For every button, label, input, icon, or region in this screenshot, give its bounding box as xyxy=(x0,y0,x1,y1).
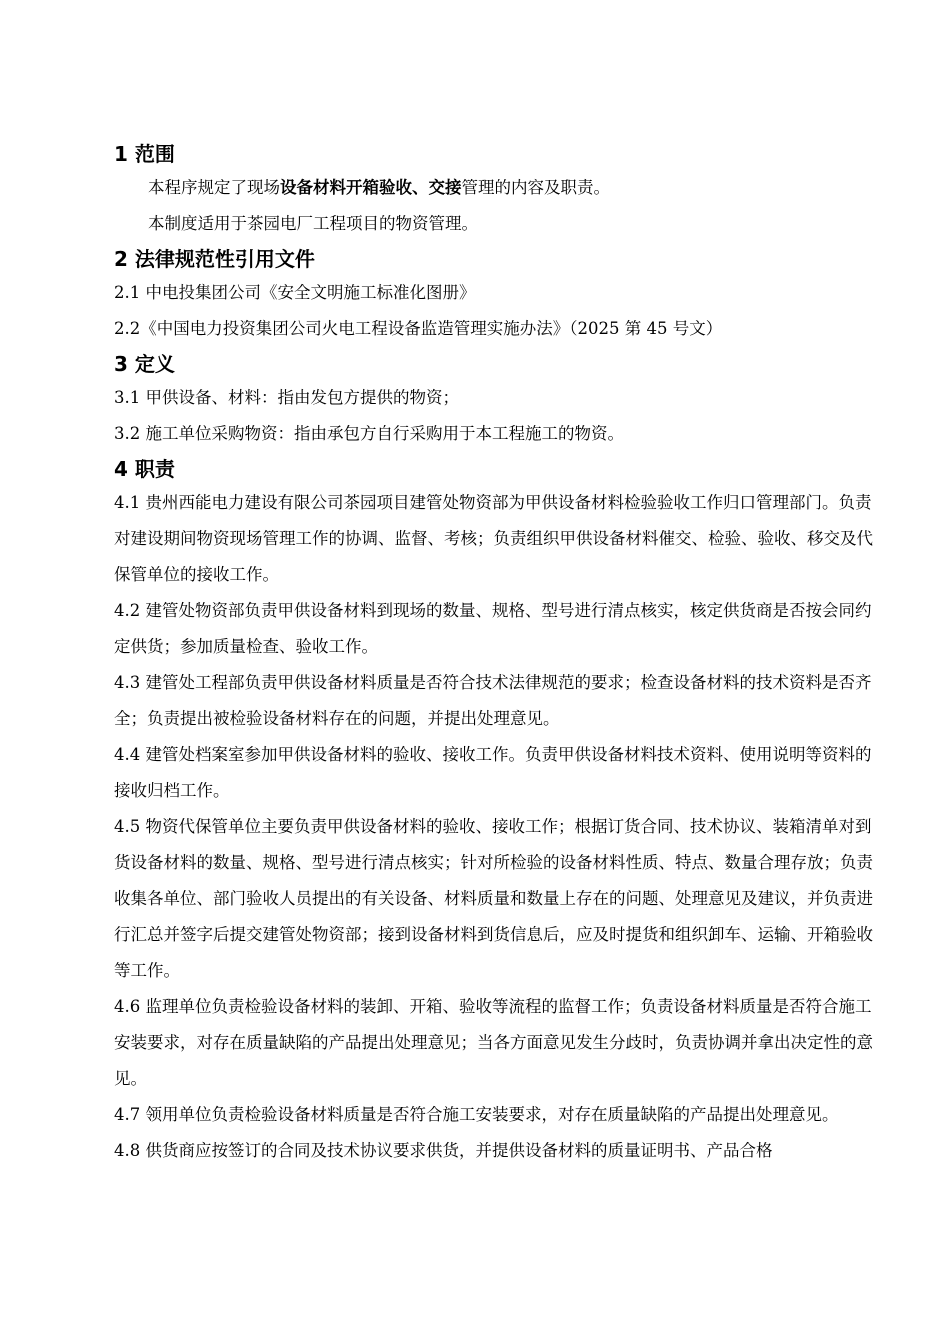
clause-3-1: 3.1 甲供设备、材料：指由发包方提供的物资； xyxy=(114,388,459,407)
section-2-heading: 2 法律规范性引用文件 xyxy=(114,247,315,271)
section-1-text-b: 管理的内容及职责。 xyxy=(461,178,610,197)
clause-2-2: 2.2《中国电力投资集团公司火电工程设备监造管理实施办法》（2025 第 45 号文） xyxy=(114,319,723,338)
section-1-paragraph-1 xyxy=(114,170,884,206)
clause-4-7: 4.7 领用单位负责检验设备材料质量是否符合施工安装要求，对存在质量缺陷的产品提出处理意见。 xyxy=(114,1105,839,1124)
section-4-heading: 4 职责 xyxy=(114,457,175,481)
clause-4-3: 4.3 建管处工程部负责甲供设备材料质量是否符合技术法律规范的要求；检查设备材料的技术资料是否齐全；负责提出被检验设备材料存在的问题，并提出处理意见。 xyxy=(114,673,872,728)
clause-4-8: 4.8 供货商应按签订的合同及技术协议要求供货，并提供设备材料的质量证明书、产品合格 xyxy=(114,1141,773,1160)
clause-3-2: 3.2 施工单位采购物资：指由承包方自行采购用于本工程施工的物资。 xyxy=(114,424,624,443)
section-1-bold-text: 设备材料开箱验收、交接 xyxy=(280,178,462,197)
section-1-paragraph-2: 本制度适用于茶园电厂工程项目的物资管理。 xyxy=(148,214,478,233)
document-body xyxy=(114,140,884,1169)
clause-2-1: 2.1 中电投集团公司《安全文明施工标准化图册》 xyxy=(114,283,476,302)
clause-4-6: 4.6 监理单位负责检验设备材料的装卸、开箱、验收等流程的监督工作；负责设备材料质量是否符合施工安装要求，对存在质量缺陷的产品提出处理意见；当各方面意见发生分歧时，负责协调并拿出决定性的意见。 xyxy=(114,997,873,1088)
section-3-heading: 3 定义 xyxy=(114,352,175,376)
clause-4-5: 4.5 物资代保管单位主要负责甲供设备材料的验收、接收工作；根据订货合同、技术协议、装箱清单对到货设备材料的数量、规格、型号进行清点核实；针对所检验的设备材料性质、特点、数量合理存放；负责收集各单位、部门验收人员提出的有关设备、材料质量和数量上存在的问题、处理意见及建议，并负责进行汇总并签字后提交建管处物资部；接到设备材料到货信息后，应及时提货和组织卸车、运输、开箱验收等工作。 xyxy=(114,817,873,980)
clause-4-4: 4.4 建管处档案室参加甲供设备材料的验收、接收工作。负责甲供设备材料技术资料、使用说明等资料的接收归档工作。 xyxy=(114,745,872,800)
clause-4-2: 4.2 建管处物资部负责甲供设备材料到现场的数量、规格、型号进行清点核实，核定供货商是否按会同约定供货；参加质量检查、验收工作。 xyxy=(114,601,872,656)
clause-4-1: 4.1 贵州西能电力建设有限公司茶园项目建管处物资部为甲供设备材料检验验收工作归口管理部门。负责对建设期间物资现场管理工作的协调、监督、考核；负责组织甲供设备材料催交、检验、验收、移交及代保管单位的接收工作。 xyxy=(114,493,873,584)
section-1-heading: 1 范围 xyxy=(114,142,175,166)
section-1-text-a: 本程序规定了现场 xyxy=(148,178,280,197)
